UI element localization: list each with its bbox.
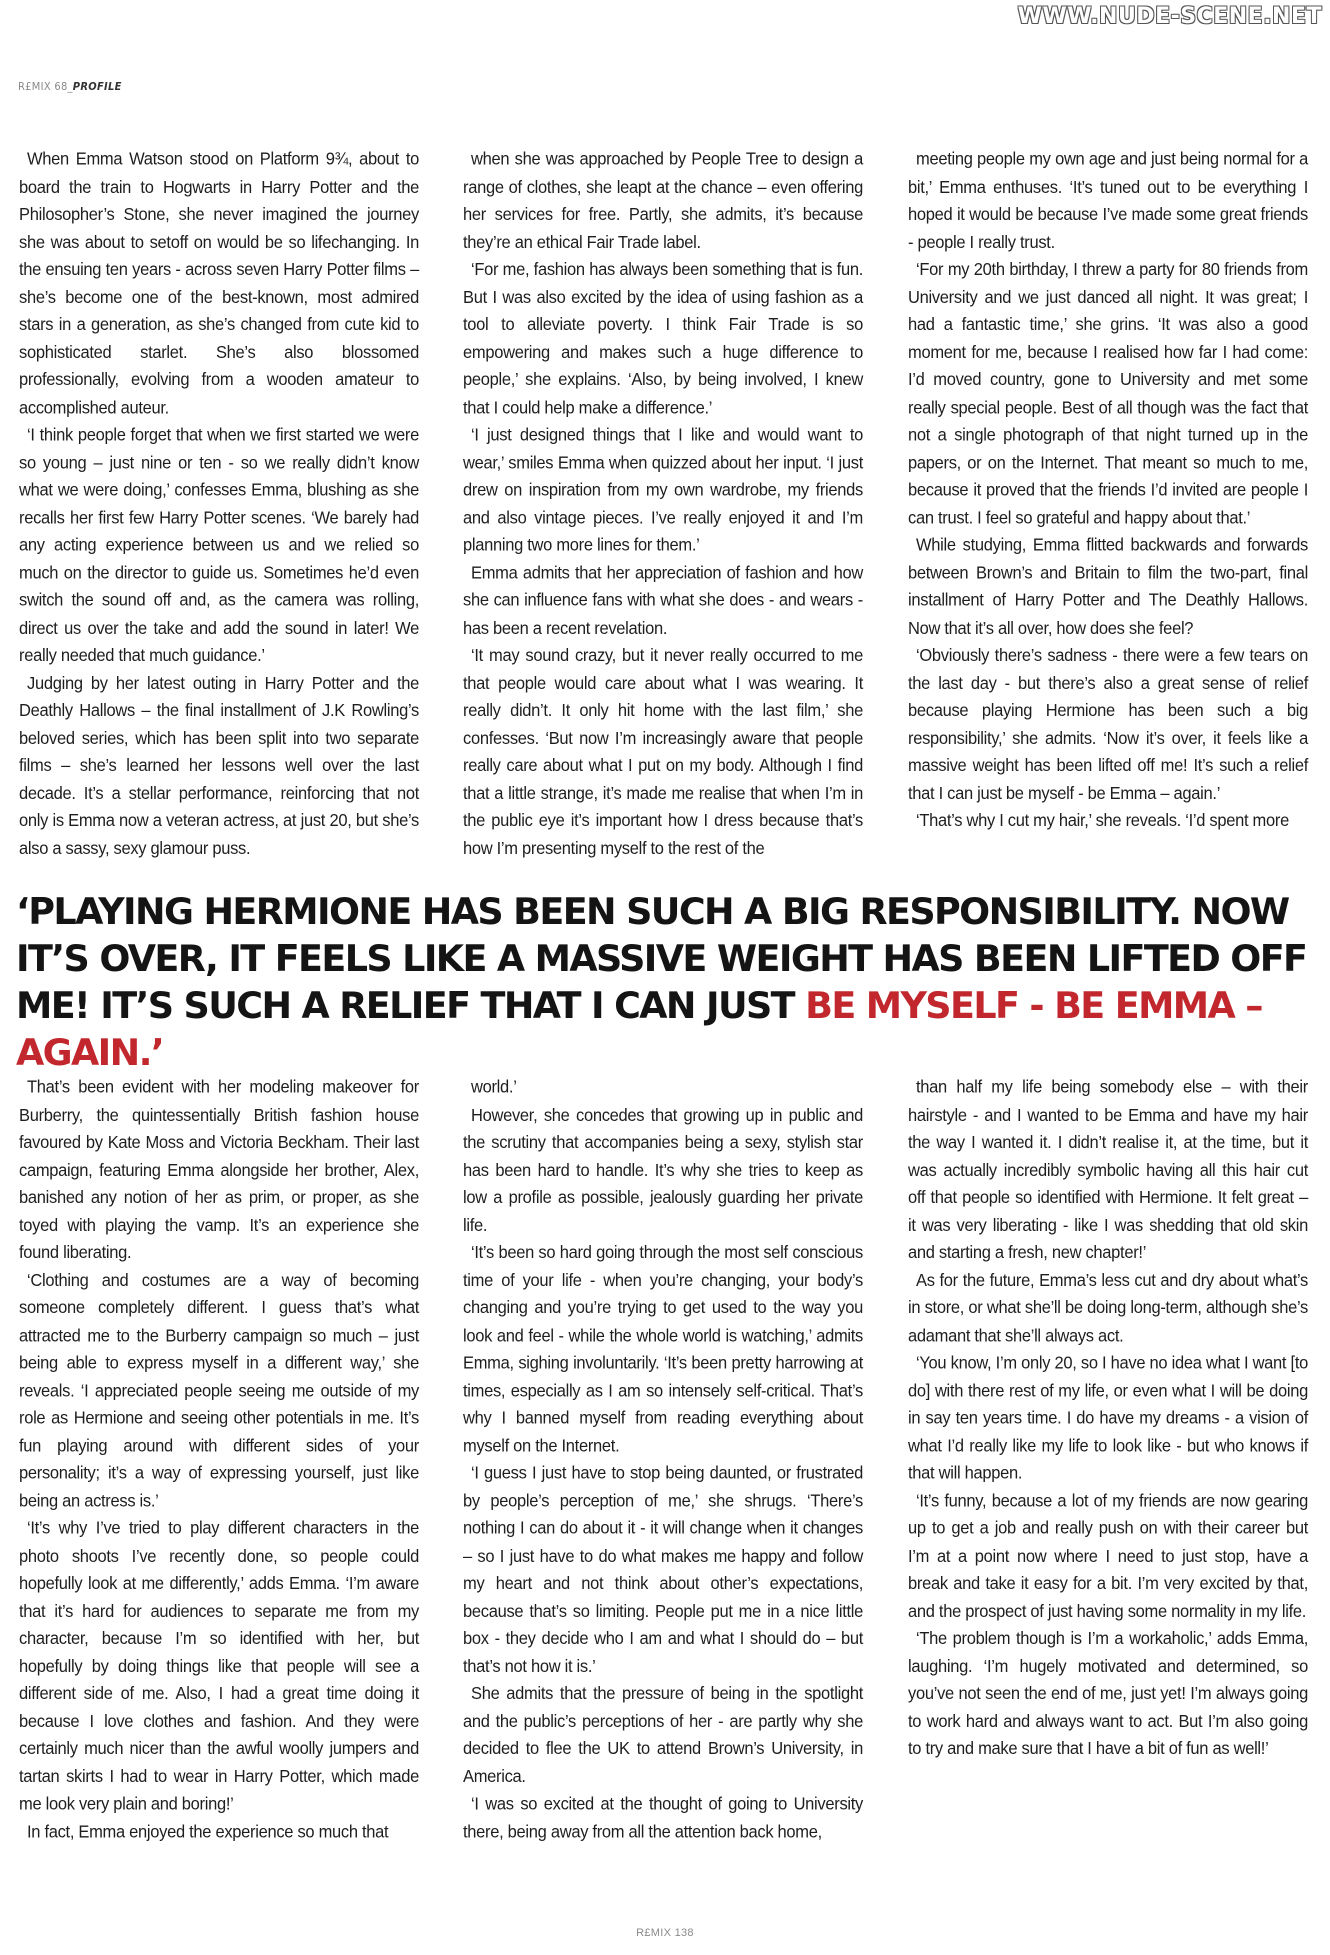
paragraph: While studying, Emma flitted backwards and forwards between Brown’s and Britain to film the two-part, final installment of Harry Potter and The Deathly Hallows. Now that it’s all over, how does she feel? <box>908 536 1308 638</box>
article-column-top-3 <box>908 146 1308 874</box>
paragraph: ‘I guess I just have to stop being daunted, or frustrated by people’s perception of me,’ she shrugs. ‘There’s nothing I can do about it - it will change when it changes – so I just have to do what makes me happy and follow my heart and not think about other’s expectations, because that’s so limiting. People put me in a nice little box - they decide who I am and what I should do – but that’s not how it is.’ <box>463 1464 863 1676</box>
pull-quote <box>16 888 1316 1076</box>
paragraph: ‘That’s why I cut my hair,’ she reveals. ‘I’d spent more <box>916 811 1289 831</box>
paragraph: That’s been evident with her modeling makeover for Burberry, the quintessentially British fashion house favoured by Kate Moss and Victoria Beckham. Their last campaign, featuring Emma alongside her brother, Alex, banished any notion of her as prim, or proper, as she toyed with playing the vamp. It’s an experience she found liberating. <box>19 1078 419 1263</box>
paragraph: ‘It’s why I’ve tried to play different characters in the photo shoots I’ve recently done, so people could hopefully look at me differently,’ adds Emma. ‘I’m aware that it’s hard for audiences to separate me from my character, because I’m so identified with her, but hopefully by doing things like that people will see a different side of me. Also, I had a great time doing it because I love clothes and fashion. And they were certainly much nicer than the awful woolly jumpers and tartan skirts I had to wear in Harry Potter, which made me look very plain and boring!’ <box>19 1519 419 1814</box>
page-footer: R£MIX 138 <box>636 1927 694 1939</box>
paragraph: Emma admits that her appreciation of fashion and how she can influence fans with what she does - and wears - has been a recent revelation. <box>463 563 863 638</box>
pull-quote-text: ‘PLAYING HERMIONE HAS BEEN SUCH A BIG RESPONSIBILITY. NOW IT’S OVER, IT FEELS LIKE A MASSIVE WEIGHT HAS BEEN LIFTED OFF ME! IT’S SUCH A RELIEF THAT I CAN JUST <box>16 890 1307 1027</box>
paragraph: Judging by her latest outing in Harry Potter and the Deathly Hallows – the final installment of J.K Rowling’s beloved series, which has been split into two separate films – she’s learned her lessons well over the last decade. It’s a stellar performance, reinforcing that not only is Emma now a veteran actress, at just 20, but she’s also a sassy, sexy glamour puss. <box>19 673 419 858</box>
article-column-bottom-1 <box>19 1074 419 1864</box>
paragraph: ‘I just designed things that I like and would want to wear,’ smiles Emma when quizzed about her input. ‘I just drew on inspiration from my own wardrobe, my friends and also vintage pieces. I’ve really enjoyed it and I’m planning two more lines for them.’ <box>463 425 863 555</box>
paragraph: When Emma Watson stood on Platform 9¾, about to board the train to Hogwarts in Harry Potter and the Philosopher’s Stone, she never imagined the journey she was about to setoff on would be so lifechanging. In the ensuing ten years - across seven Harry Potter films – she’s become one of the best-known, most admired stars in a generation, as she’s changed from cute kid to sophisticated starlet. She’s also blossomed professionally, evolving from a wooden amateur to accomplished auteur. <box>19 150 419 417</box>
paragraph: In fact, Emma enjoyed the experience so much that <box>27 1822 389 1841</box>
issue-label: R£MIX 68_ <box>18 80 73 93</box>
paragraph: As for the future, Emma’s less cut and dry about what’s in store, or what she’ll be doing long-term, although she’s adamant that she’ll always act. <box>908 1271 1308 1345</box>
paragraph: ‘For me, fashion has always been something that is fun. But I was also excited by the idea of using fashion as a tool to alleviate poverty. I think Fair Trade is so empowering and makes such a huge difference to people,’ she explains. ‘Also, by being involved, I knew that I could help make a difference.’ <box>463 260 863 417</box>
section-label: PROFILE <box>72 80 122 93</box>
paragraph: She admits that the pressure of being in the spotlight and the public’s perceptions of her - are partly why she decided to flee the UK to attend Brown’s University, in America. <box>463 1684 863 1786</box>
paragraph: ‘For my 20th birthday, I threw a party for 80 friends from University and we just danced all night. It was great; I had a fantastic time,’ she grins. ‘It was also a good moment for me, because I realised how far I had come: I’d moved country, gone to University and met some really special people. Best of all though was the fact that not a single photograph of that night turned up in the papers, or on the Internet. That meant so much to me, because it proved that the friends I’d invited are people I can trust. I feel so grateful and happy about that.’ <box>908 260 1308 528</box>
paragraph: when she was approached by People Tree to design a range of clothes, she leapt at the chance – even offering her services for free. Partly, she admits, it’s because they’re an ethical Fair Trade label. <box>463 150 863 252</box>
pull-quote-highlight: BE MYSELF - BE EMMA – AGAIN.’ <box>16 984 1262 1074</box>
paragraph: than half my life being somebody else – with their hairstyle - and I wanted to be Emma and have my hair the way I wanted it. I didn’t realise it, at the time, but it was actually incredibly symbolic having all this hair cut off that people so identified with Hermione. It felt great – it was very liberating - like I was shedding that old skin and starting a fresh, new chapter!’ <box>908 1078 1308 1263</box>
article-column-top-2 <box>463 146 863 874</box>
paragraph: ‘Clothing and costumes are a way of becoming someone completely different. I guess that’s what attracted me to the Burberry campaign so much – just being able to express myself in a different way,’ she reveals. ‘I appreciated people seeing me outside of my role as Hermione and seeing other potentials in me. It’s fun playing around with different sides of your personality; it’s a way of expressing yourself, just like being an actress is.’ <box>19 1271 419 1511</box>
paragraph: ‘I think people forget that when we first started we were so young – just nine or ten - so we really didn’t know what we were doing,’ confesses Emma, blushing as she recalls her first few Harry Potter scenes. ‘We barely had any acting experience between us and we relied so much on the director to guide us. Sometimes he’d even switch the sound off and, as the camera was rolling, direct us over the take and add the sound in later! We really needed that much guidance.’ <box>19 425 419 665</box>
paragraph: ‘It may sound crazy, but it never really occurred to me that people would care about what I was wearing. It really didn’t. It only hit home with the last film,’ she confesses. ‘But now I’m increasingly aware that people really care about what I put on my body. Although I find that a little strange, it’s made me realise that when I’m in the public eye it’s important how I dress because that’s how I’m presenting myself to the rest of the <box>463 646 863 858</box>
article-column-bottom-3 <box>908 1074 1308 1864</box>
page-header <box>18 80 122 93</box>
paragraph: However, she concedes that growing up in public and the scrutiny that accompanies being a sexy, stylish star has been hard to handle. It’s why she tries to keep as low a profile as possible, jealously guarding her private life. <box>463 1105 863 1235</box>
paragraph: ‘You know, I’m only 20, so I have no idea what I want [to do] with there rest of my life, or even what I will be doing in say ten years time. I do have my dreams - a vision of what I’d really like my life to look like - but who knows if that will happen. <box>908 1353 1308 1483</box>
article-column-top-1 <box>19 146 419 874</box>
paragraph: ‘The problem though is I’m a workaholic,’ adds Emma, laughing. ‘I’m hugely motivated and determined, so you’ve not seen the end of me, just yet! I’m always going to work hard and always want to act. But I’m also going to try and make sure that I have a bit of fun as well!’ <box>908 1629 1308 1759</box>
paragraph: ‘It’s funny, because a lot of my friends are now gearing up to get a job and really push on with their career but I’m at a point now where I need to just stop, have a break and take it easy for a bit. I’m very excited by that, and the prospect of just having some normality in my life. <box>908 1491 1308 1621</box>
paragraph: world.’ <box>471 1078 517 1097</box>
paragraph: ‘I was so excited at the thought of going to University there, being away from all the attention back home, <box>463 1794 863 1841</box>
paragraph: ‘It’s been so hard going through the most self conscious time of your life - when you’re changing, your body’s changing and you’re trying to get used to the way you look and feel - while the whole world is watching,’ admits Emma, sighing involuntarily. ‘It’s been pretty harrowing at times, especially as I am so intensely self-critical. That’s why I banned myself from reading everything about myself on the Internet. <box>463 1243 863 1456</box>
article-column-bottom-2 <box>463 1074 863 1864</box>
paragraph: ‘Obviously there’s sadness - there were a few tears on the last day - but there’s also a great sense of relief because playing Hermione has been such a big responsibility,’ she admits. ‘Now it’s over, it feels like a massive weight has been lifted off me! It’s such a relief that I can just be myself - be Emma – again.’ <box>908 646 1308 803</box>
watermark: WWW.NUDE-SCENE.NET <box>1017 4 1322 29</box>
paragraph: meeting people my own age and just being normal for a bit,’ Emma enthuses. ‘It’s tuned out to be everything I hoped it would be because I’ve made some great friends - people I really trust. <box>908 150 1308 252</box>
